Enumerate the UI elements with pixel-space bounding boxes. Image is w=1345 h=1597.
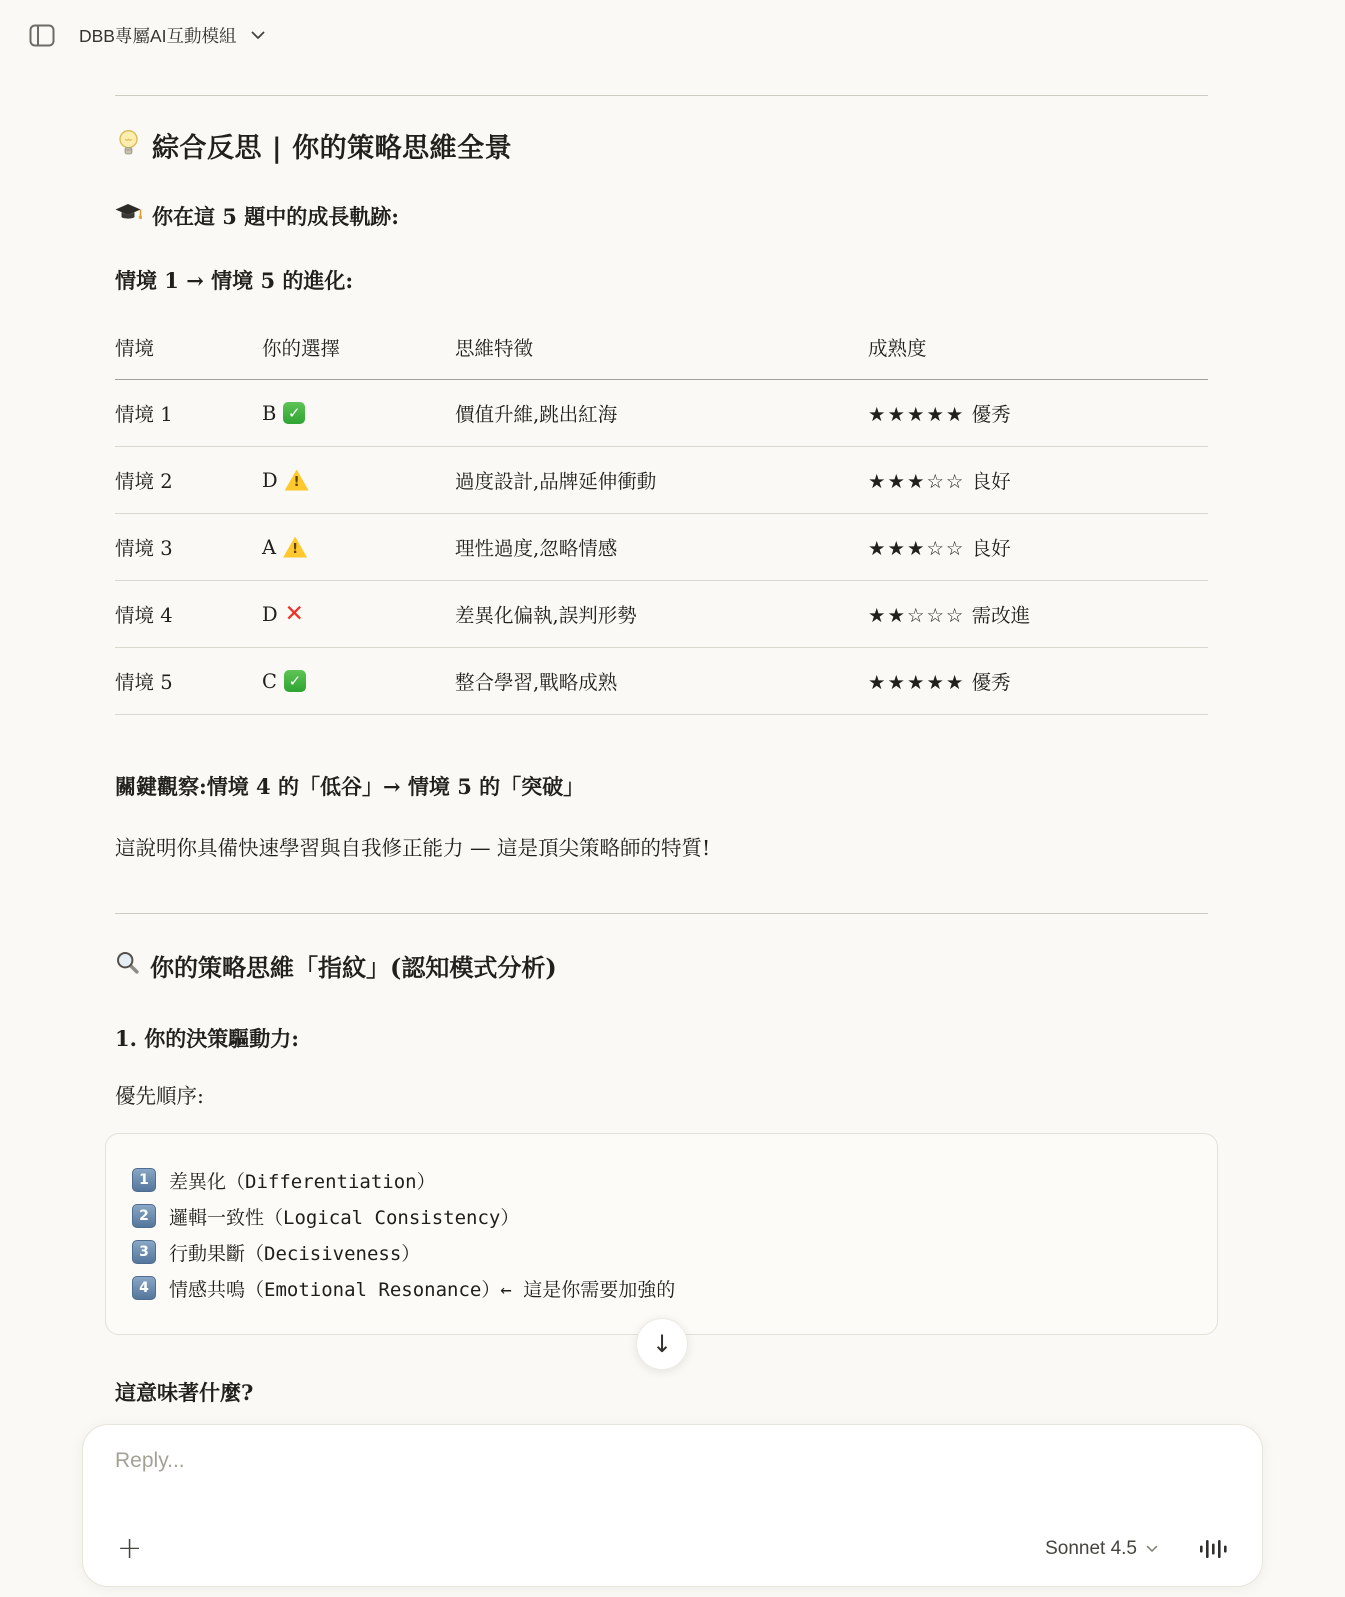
keycap-number-icon: 4: [132, 1276, 156, 1300]
choice-cell: [262, 447, 455, 514]
col-header-maturity: 成熟度: [868, 323, 1208, 380]
conversation-title: DBB專屬AI互動模組: [79, 25, 237, 46]
magnifying-glass-icon: [115, 950, 140, 981]
choice-result-icon: [283, 537, 307, 558]
rating-label: 良好: [971, 537, 1011, 560]
table-row: [115, 380, 1208, 447]
choice-result-icon: [284, 670, 306, 692]
col-header-trait: 思維特徵: [455, 323, 868, 380]
star-rating: ★★★★★: [868, 671, 966, 694]
priority-text: 差異化（Differentiation）: [169, 1170, 436, 1193]
trait-cell: 整合學習,戰略成熟: [455, 648, 868, 715]
chevron-down-icon: [251, 31, 265, 40]
table-row: [115, 514, 1208, 581]
priority-line: [132, 1198, 1191, 1234]
col-header-choice: 你的選擇: [262, 323, 455, 380]
maturity-cell: [868, 648, 1208, 715]
priority-code-block: [105, 1133, 1218, 1335]
growth-heading-text: 你在這 5 題中的成長軌跡:: [152, 204, 399, 229]
reply-input[interactable]: [115, 1449, 1230, 1507]
evolution-label: 情境 1 → 情境 5 的進化:: [115, 268, 354, 293]
maturity-cell: [868, 514, 1208, 581]
waveform-icon: [1198, 1536, 1228, 1562]
observation-detail: 這說明你具備快速學習與自我修正能力 — 這是頂尖策略師的特質!: [115, 836, 711, 860]
maturity-cell: [868, 447, 1208, 514]
scenario-cell: 情境 3: [115, 514, 262, 581]
choice-result-icon: [283, 402, 305, 424]
priority-text: 行動果斷（Decisiveness）: [169, 1242, 421, 1265]
keycap-number-icon: 1: [132, 1168, 156, 1192]
sidebar-icon: [29, 24, 55, 47]
priority-line: [132, 1234, 1191, 1270]
rating-label: 優秀: [971, 671, 1011, 694]
section-divider: [115, 95, 1208, 96]
growth-table: [115, 323, 1208, 715]
scroll-to-bottom-button[interactable]: [636, 1318, 688, 1370]
meaning-heading: 這意味著什麼?: [115, 1380, 254, 1405]
scenario-cell: 情境 2: [115, 447, 262, 514]
trait-cell: 過度設計,品牌延伸衝動: [455, 447, 868, 514]
page-title: [115, 126, 1208, 165]
driver-heading: 1. 你的決策驅動力:: [115, 1026, 299, 1051]
growth-table-body: [115, 380, 1208, 715]
col-header-scenario: 情境: [115, 323, 262, 380]
page-title-text: 綜合反思 | 你的策略思維全景: [152, 133, 513, 164]
priority-line: [132, 1162, 1191, 1198]
conversation-title-dropdown[interactable]: [79, 23, 265, 48]
scenario-cell: 情境 5: [115, 648, 262, 715]
table-row: [115, 447, 1208, 514]
model-selector[interactable]: [1045, 1538, 1158, 1560]
priority-line: [132, 1270, 1191, 1306]
star-rating: ★★★★★: [868, 403, 966, 426]
rating-label: 需改進: [971, 604, 1031, 627]
star-rating: ★★★☆☆: [868, 537, 966, 560]
priority-label: 優先順序:: [115, 1084, 204, 1108]
scenario-cell: 情境 4: [115, 581, 262, 648]
sidebar-toggle-button[interactable]: [27, 22, 57, 48]
choice-letter: D: [262, 468, 278, 492]
graduation-cap-icon: [115, 202, 142, 231]
choice-cell: [262, 380, 455, 447]
table-header-row: [115, 323, 1208, 380]
table-row: [115, 648, 1208, 715]
fingerprint-heading-text: 你的策略思維「指紋」(認知模式分析): [150, 953, 557, 982]
star-rating: ★★★☆☆: [868, 470, 966, 493]
trait-cell: 差異化偏執,誤判形勢: [455, 581, 868, 648]
section-divider: [115, 913, 1208, 914]
scenario-cell: 情境 1: [115, 380, 262, 447]
assistant-message: [115, 95, 1208, 1467]
add-attachment-button[interactable]: +: [117, 1531, 143, 1566]
top-bar: [0, 0, 1345, 70]
chevron-down-icon: [1146, 1545, 1158, 1553]
choice-letter: A: [262, 535, 277, 559]
reply-composer: [82, 1424, 1263, 1587]
choice-letter: C: [262, 669, 277, 693]
table-row: [115, 581, 1208, 648]
keycap-number-icon: 2: [132, 1204, 156, 1228]
star-rating: ★★☆☆☆: [868, 604, 966, 627]
maturity-cell: [868, 380, 1208, 447]
growth-heading: [115, 201, 1208, 231]
composer-toolbar: [113, 1531, 1228, 1566]
priority-text: 邏輯一致性（Logical Consistency）: [169, 1206, 520, 1229]
rating-label: 優秀: [971, 403, 1011, 426]
choice-cell: [262, 648, 455, 715]
trait-cell: 價值升維,跳出紅海: [455, 380, 868, 447]
choice-letter: D: [262, 602, 278, 626]
priority-text: 情感共鳴（Emotional Resonance）← 這是你需要加強的: [169, 1278, 676, 1301]
choice-letter: B: [262, 401, 277, 425]
maturity-cell: [868, 581, 1208, 648]
trait-cell: 理性過度,忽略情感: [455, 514, 868, 581]
lightbulb-icon: [115, 128, 142, 164]
choice-result-icon: [285, 603, 304, 626]
keycap-number-icon: 3: [132, 1240, 156, 1264]
choice-result-icon: [285, 470, 309, 491]
fingerprint-heading: [115, 948, 1208, 983]
model-name: Sonnet 4.5: [1045, 1538, 1137, 1559]
key-observation: 關鍵觀察:情境 4 的「低谷」→ 情境 5 的「突破」: [115, 774, 585, 799]
choice-cell: [262, 514, 455, 581]
rating-label: 良好: [971, 470, 1011, 493]
voice-input-button[interactable]: [1198, 1536, 1228, 1562]
arrow-down-icon: ↓: [651, 1330, 673, 1358]
choice-cell: [262, 581, 455, 648]
